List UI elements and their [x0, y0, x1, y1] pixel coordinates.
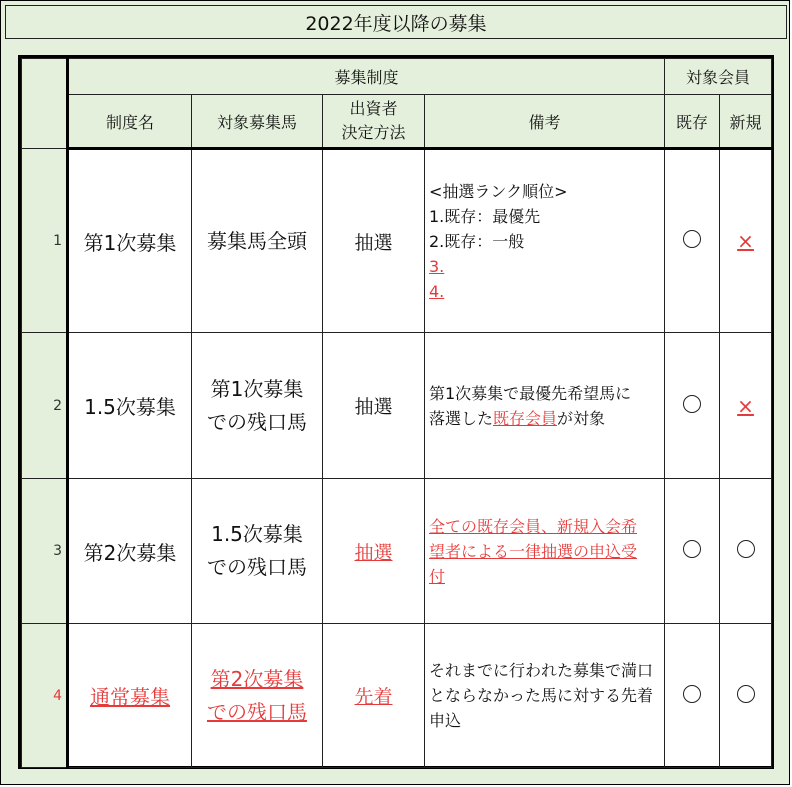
group-header-members: 対象会員 [665, 59, 772, 95]
existing-eligibility [665, 479, 720, 624]
circle-icon [683, 395, 701, 413]
col-header-notes: 備考 [425, 95, 665, 149]
circle-icon [683, 230, 701, 248]
notes-line: 全ての既存会員、新規入会希 [429, 516, 638, 536]
notes-line: とならなかった馬に対する先着 [429, 686, 654, 705]
notes-line: 1.既存：最優先 [429, 206, 541, 226]
corner-cell [22, 59, 68, 149]
existing-eligibility [665, 149, 720, 333]
new-eligibility [720, 149, 772, 333]
notes-line [429, 406, 660, 431]
notes-link[interactable]: 4. [429, 281, 445, 301]
col-header-method-line2: 決定方法 [341, 123, 406, 142]
notes-cell [425, 333, 665, 479]
notes-text: 落選した [429, 408, 494, 428]
col-header-existing: 既存 [665, 95, 720, 149]
target-horses: 募集馬全頭 [192, 149, 323, 333]
cross-icon[interactable]: × [737, 229, 754, 253]
notes-line: それまでに行われた募集で満口 [429, 661, 654, 680]
table-row [22, 624, 772, 768]
col-header-target: 対象募集馬 [192, 95, 323, 149]
target-line: 1.5次募集 [211, 522, 303, 546]
notes-link[interactable]: 3. [429, 256, 445, 276]
row-number: 4 [22, 624, 68, 768]
selection-method: 抽選 [323, 149, 425, 333]
target-horses [192, 479, 323, 624]
circle-icon [737, 685, 755, 703]
row-number: 2 [22, 333, 68, 479]
group-header-scheme: 募集制度 [68, 59, 665, 95]
new-eligibility [720, 624, 772, 768]
existing-members-link[interactable]: 既存会員 [493, 408, 558, 428]
table-row [22, 333, 772, 479]
existing-eligibility [665, 333, 720, 479]
scheme-name: 第1次募集 [68, 149, 192, 333]
circle-icon [737, 540, 755, 558]
col-header-method-line1: 出資者 [349, 99, 398, 118]
scheme-name-link[interactable]: 通常募集 [68, 624, 192, 768]
new-eligibility [720, 479, 772, 624]
target-horses-link[interactable] [192, 624, 323, 768]
table-row [22, 479, 772, 624]
row-number: 1 [22, 149, 68, 333]
notes-line: <抽選ランク順位> [429, 181, 568, 201]
selection-method-link[interactable]: 先着 [323, 624, 425, 768]
table-row [22, 149, 772, 333]
row-number: 3 [22, 479, 68, 624]
circle-icon [683, 540, 701, 558]
notes-text: が対象 [557, 408, 606, 428]
notes-line: 望者による一律抽選の申込受 [429, 541, 638, 561]
recruitment-table [18, 55, 774, 769]
selection-method: 抽選 [323, 333, 425, 479]
target-line: 第1次募集 [210, 376, 304, 401]
notes-link-cell[interactable] [425, 479, 665, 624]
notes-cell [425, 149, 665, 333]
new-eligibility [720, 333, 772, 479]
target-line: 第2次募集 [210, 666, 304, 691]
circle-icon [683, 685, 701, 703]
notes-line: 申込 [429, 711, 462, 730]
target-line: での残口馬 [207, 699, 307, 724]
notes-line: 付 [429, 566, 446, 586]
notes-line: 2.既存：一般 [429, 231, 525, 251]
existing-eligibility [665, 624, 720, 768]
notes-line: 第1次募集で最優先希望馬に [429, 383, 632, 403]
col-header-name: 制度名 [68, 95, 192, 149]
target-line: での残口馬 [207, 409, 307, 434]
scheme-name: 第2次募集 [68, 479, 192, 624]
col-header-new: 新規 [720, 95, 772, 149]
target-horses [192, 333, 323, 479]
scheme-name: 1.5次募集 [68, 333, 192, 479]
col-header-method [323, 95, 425, 149]
page-title: 2022年度以降の募集 [5, 5, 787, 39]
notes-cell [425, 624, 665, 768]
selection-method-link[interactable]: 抽選 [323, 479, 425, 624]
cross-icon[interactable]: × [737, 393, 754, 418]
target-line: での残口馬 [207, 555, 307, 579]
